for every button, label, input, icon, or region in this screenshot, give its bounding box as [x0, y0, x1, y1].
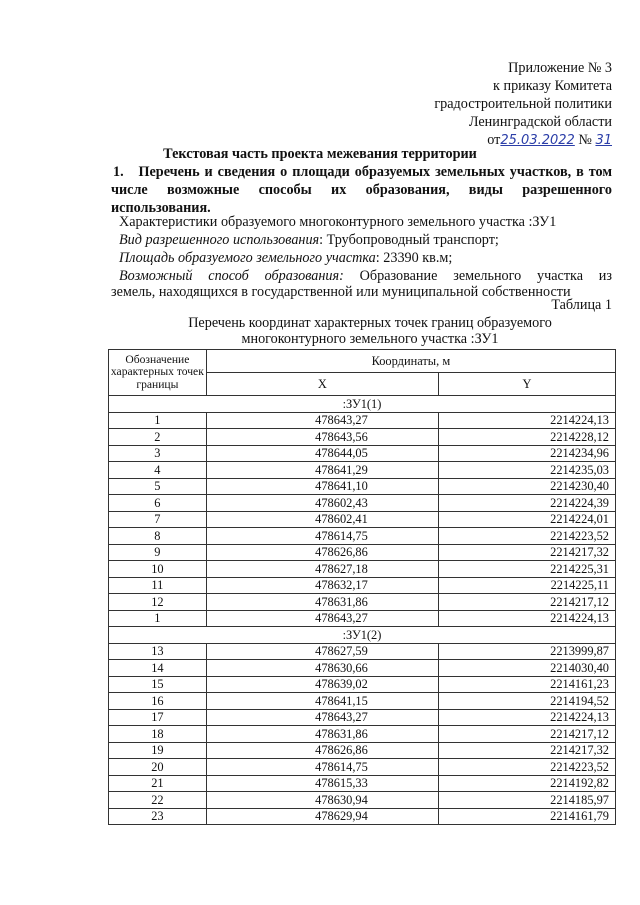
y-coordinate: 2214225,31 [438, 561, 615, 578]
x-coordinate: 478602,43 [206, 495, 438, 512]
table-row [109, 660, 616, 677]
use-type-line [111, 231, 612, 249]
x-coordinate: 478643,27 [206, 610, 438, 627]
point-number: 6 [109, 495, 207, 512]
table-row [109, 726, 616, 743]
table-row [109, 594, 616, 611]
point-number: 14 [109, 660, 207, 677]
table-row [109, 792, 616, 809]
table-row [109, 693, 616, 710]
point-number: 7 [109, 511, 207, 528]
x-coordinate: 478614,75 [206, 759, 438, 776]
x-coordinate: 478614,75 [206, 528, 438, 545]
point-number: 12 [109, 594, 207, 611]
coordinates-table [108, 349, 616, 825]
y-coordinate: 2214225,11 [438, 577, 615, 594]
appendix-line-4: Ленинградской области [468, 114, 612, 130]
point-number: 19 [109, 742, 207, 759]
y-coordinate: 2214224,13 [438, 412, 615, 429]
y-coordinate: 2214185,97 [438, 792, 615, 809]
x-coordinate: 478643,27 [206, 709, 438, 726]
table-row [109, 544, 616, 561]
point-number: 20 [109, 759, 207, 776]
group-label: :ЗУ1(1) [109, 396, 616, 413]
y-coordinate: 2214230,40 [438, 478, 615, 495]
y-coordinate: 2214234,96 [438, 445, 615, 462]
y-coordinate: 2214228,12 [438, 429, 615, 446]
col-header-y: Y [438, 373, 615, 396]
point-number: 13 [109, 643, 207, 660]
table-row [109, 528, 616, 545]
x-coordinate: 478630,66 [206, 660, 438, 677]
point-number: 1 [109, 412, 207, 429]
y-coordinate: 2214192,82 [438, 775, 615, 792]
x-coordinate: 478643,27 [206, 412, 438, 429]
group-label: :ЗУ1(2) [109, 627, 616, 644]
x-coordinate: 478626,86 [206, 544, 438, 561]
col-header-x: X [206, 373, 438, 396]
from-label: от [487, 132, 501, 148]
table-row [109, 577, 616, 594]
col-header-point: Обозначение характерных точек границы [109, 350, 207, 396]
point-number: 21 [109, 775, 207, 792]
y-coordinate: 2214194,52 [438, 693, 615, 710]
appendix-line-3: градостроительной политики [434, 96, 612, 112]
x-coordinate: 478644,05 [206, 445, 438, 462]
x-coordinate: 478631,86 [206, 594, 438, 611]
table-row [109, 412, 616, 429]
point-number: 8 [109, 528, 207, 545]
appendix-line-1: Приложение № 3 [508, 60, 612, 76]
table-row [109, 561, 616, 578]
number-label: № [578, 132, 592, 148]
point-number: 23 [109, 808, 207, 825]
x-coordinate: 478643,56 [206, 429, 438, 446]
table-number: Таблица 1 [551, 297, 612, 313]
x-coordinate: 478630,94 [206, 792, 438, 809]
section-number: 1. [113, 164, 124, 180]
y-coordinate: 2214217,12 [438, 594, 615, 611]
y-coordinate: 2214223,52 [438, 759, 615, 776]
y-coordinate: 2214217,32 [438, 544, 615, 561]
x-coordinate: 478615,33 [206, 775, 438, 792]
x-coordinate: 478639,02 [206, 676, 438, 693]
document-title: Текстовая часть проекта межевания территории [163, 146, 477, 162]
table-row [109, 759, 616, 776]
method-label: Возможный способ образования: [119, 268, 344, 284]
table-row [109, 462, 616, 479]
x-coordinate: 478632,17 [206, 577, 438, 594]
group-row [109, 627, 616, 644]
table-row [109, 511, 616, 528]
use-type-value: : Трубопроводный транспорт; [319, 232, 499, 248]
appendix-header [434, 59, 612, 150]
table-row [109, 742, 616, 759]
point-number: 22 [109, 792, 207, 809]
y-coordinate: 2213999,87 [438, 643, 615, 660]
point-number: 3 [109, 445, 207, 462]
point-number: 4 [109, 462, 207, 479]
col-header-coords: Координаты, м [206, 350, 615, 373]
point-number: 9 [109, 544, 207, 561]
point-number: 10 [109, 561, 207, 578]
table-row [109, 709, 616, 726]
point-number: 1 [109, 610, 207, 627]
point-number: 2 [109, 429, 207, 446]
use-type-label: Вид разрешенного использования [119, 232, 320, 248]
x-coordinate: 478627,18 [206, 561, 438, 578]
section-text: Перечень и сведения о площади образуемых земельных участков, в том числе возможные способы их образования, виды разрешенного использования. [111, 164, 612, 216]
x-coordinate: 478641,15 [206, 693, 438, 710]
x-coordinate: 478641,29 [206, 462, 438, 479]
x-coordinate: 478629,94 [206, 808, 438, 825]
x-coordinate: 478602,41 [206, 511, 438, 528]
handwritten-date: 25.03.2022 [500, 133, 575, 148]
y-coordinate: 2214224,01 [438, 511, 615, 528]
method-line-2: земель, находящихся в государственной или муниципальной собственности [111, 284, 571, 300]
table-row [109, 429, 616, 446]
table-row [109, 478, 616, 495]
point-number: 17 [109, 709, 207, 726]
table-row [109, 808, 616, 825]
table-row [109, 445, 616, 462]
x-coordinate: 478627,59 [206, 643, 438, 660]
x-coordinate: 478631,86 [206, 726, 438, 743]
table-row [109, 610, 616, 627]
handwritten-number: 31 [595, 133, 612, 148]
appendix-line-2: к приказу Комитета [493, 78, 612, 94]
characteristics-heading: Характеристики образуемого многоконтурного земельного участка :ЗУ1 [119, 214, 557, 230]
point-number: 11 [109, 577, 207, 594]
y-coordinate: 2214030,40 [438, 660, 615, 677]
table-row [109, 676, 616, 693]
point-number: 5 [109, 478, 207, 495]
area-line [111, 249, 612, 267]
area-value: : 23390 кв.м; [375, 250, 453, 266]
y-coordinate: 2214224,39 [438, 495, 615, 512]
point-number: 15 [109, 676, 207, 693]
coordinates-table-body [109, 396, 616, 825]
y-coordinate: 2214223,52 [438, 528, 615, 545]
point-number: 16 [109, 693, 207, 710]
table-row [109, 775, 616, 792]
point-number: 18 [109, 726, 207, 743]
y-coordinate: 2214235,03 [438, 462, 615, 479]
group-row [109, 396, 616, 413]
table-row [109, 643, 616, 660]
x-coordinate: 478641,10 [206, 478, 438, 495]
table-title: Перечень координат характерных точек границ образуемого многоконтурного земельного участка :ЗУ1 [188, 315, 552, 347]
y-coordinate: 2214161,23 [438, 676, 615, 693]
y-coordinate: 2214224,13 [438, 709, 615, 726]
y-coordinate: 2214224,13 [438, 610, 615, 627]
area-label: Площадь образуемого земельного участка [119, 250, 376, 266]
y-coordinate: 2214217,12 [438, 726, 615, 743]
y-coordinate: 2214217,32 [438, 742, 615, 759]
x-coordinate: 478626,86 [206, 742, 438, 759]
method-value-1: Образование земельного участка из [359, 268, 612, 284]
table-row [109, 495, 616, 512]
section-heading [111, 163, 612, 217]
y-coordinate: 2214161,79 [438, 808, 615, 825]
